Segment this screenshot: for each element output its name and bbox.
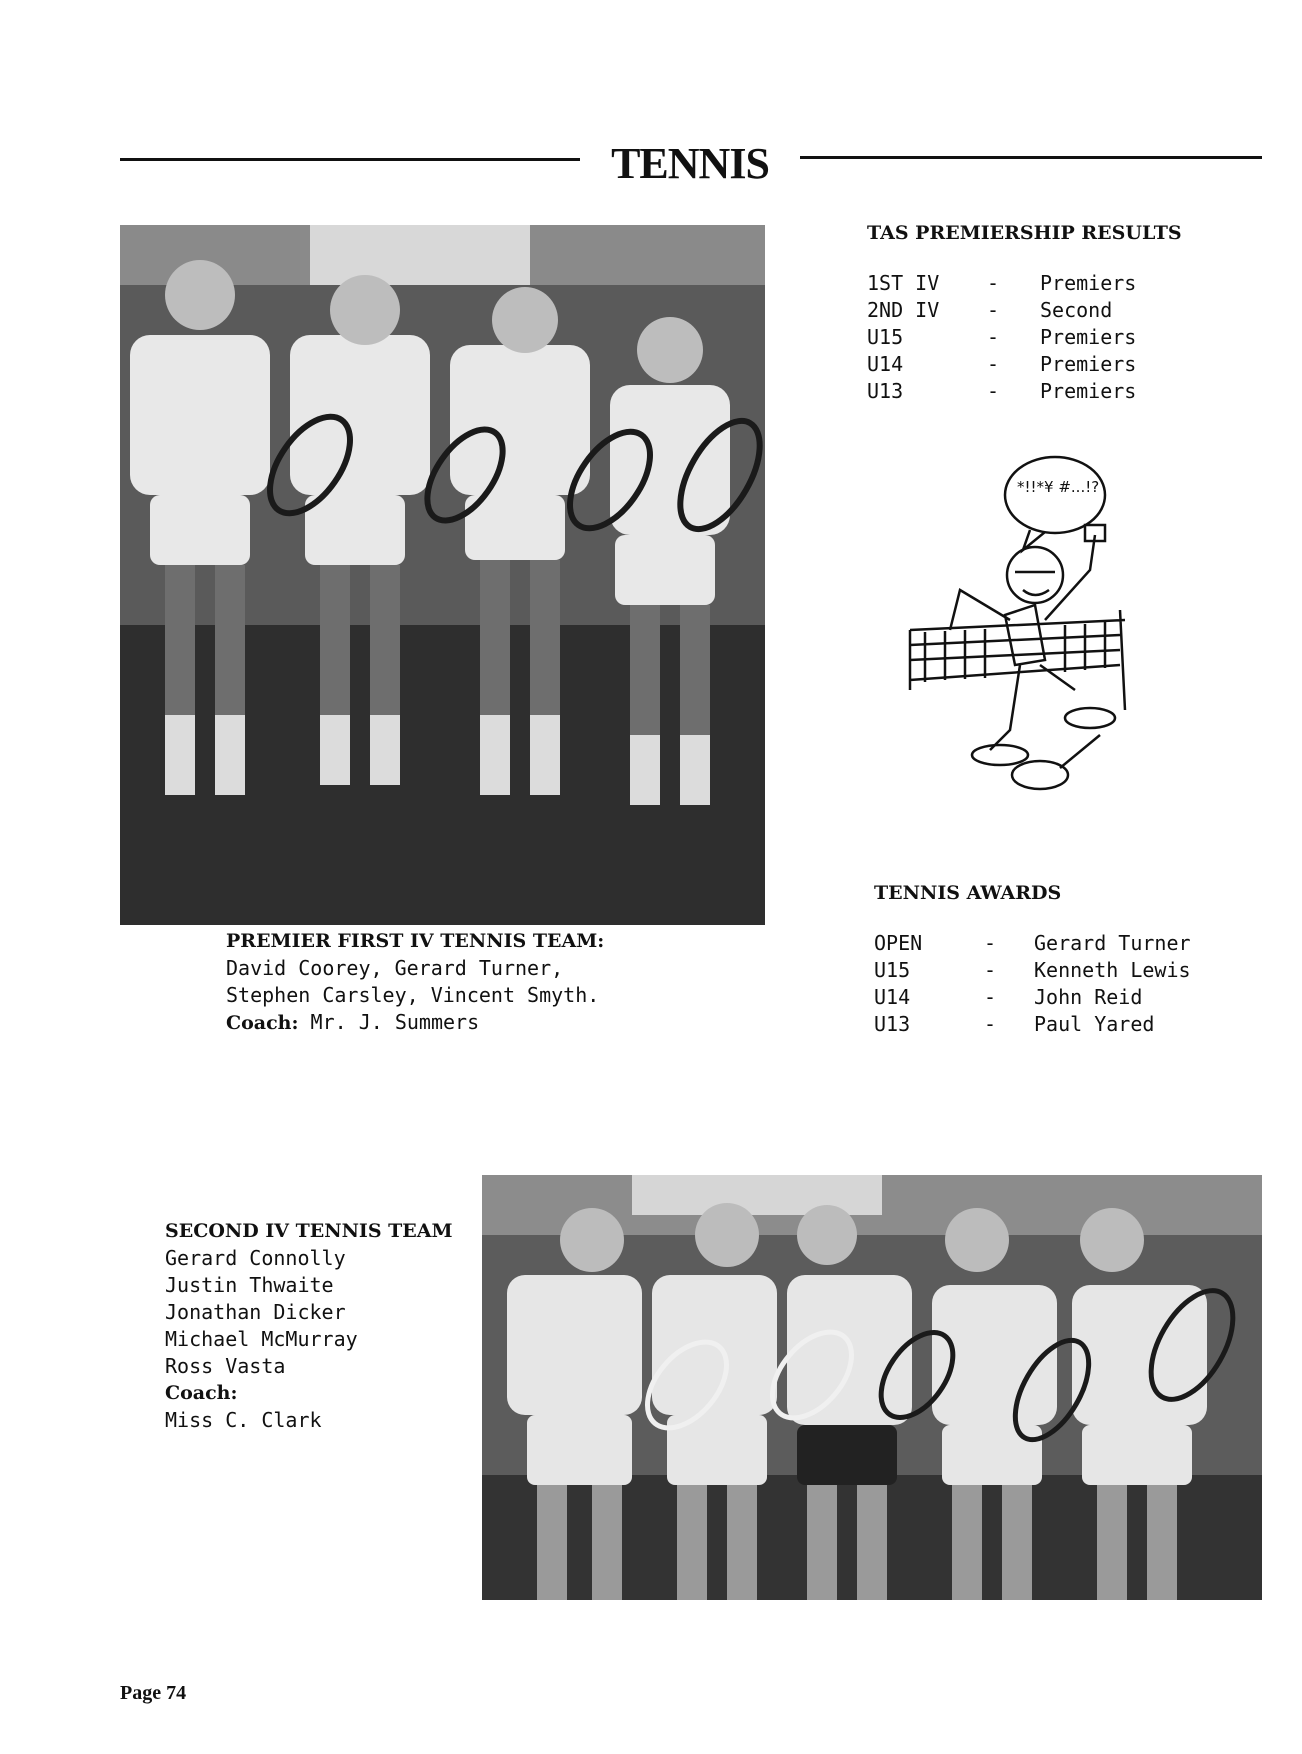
result-row xyxy=(867,378,1287,405)
result-value: Premiers xyxy=(1040,271,1137,295)
second-team-heading: SECOND IV TENNIS TEAM xyxy=(165,1220,453,1242)
result-value: Premiers xyxy=(1040,352,1137,376)
result-value: Premiers xyxy=(1040,325,1137,349)
result-team: 1ST IV xyxy=(867,271,940,295)
title-rule-right xyxy=(800,156,1262,159)
first-team-coach xyxy=(226,1009,746,1037)
tennis-awards xyxy=(874,882,1294,1038)
second-team-member: Justin Thwaite xyxy=(165,1273,334,1297)
award-division: U13 xyxy=(874,1012,911,1036)
result-dash: - xyxy=(987,379,1000,403)
result-dash: - xyxy=(987,298,1000,322)
result-row xyxy=(867,351,1287,378)
coach-name: Mr. J. Summers xyxy=(298,1010,480,1034)
second-team-member: Ross Vasta xyxy=(165,1354,286,1378)
award-dash: - xyxy=(984,958,997,982)
award-name: John Reid xyxy=(1034,985,1143,1009)
award-row xyxy=(874,984,1294,1011)
page-number: Page 74 xyxy=(120,1682,187,1704)
award-name: Gerard Turner xyxy=(1034,931,1191,955)
cartoon-tennis-player xyxy=(905,450,1155,820)
award-row xyxy=(874,957,1294,984)
award-row xyxy=(874,1011,1294,1038)
awards-heading: TENNIS AWARDS xyxy=(874,882,1062,904)
result-team: U15 xyxy=(867,325,904,349)
award-row xyxy=(874,930,1294,957)
result-dash: - xyxy=(987,325,1000,349)
first-team-line: David Coorey, Gerard Turner, xyxy=(226,956,564,980)
result-row xyxy=(867,324,1287,351)
result-dash: - xyxy=(987,271,1000,295)
award-division: OPEN xyxy=(874,931,923,955)
result-row xyxy=(867,270,1287,297)
cartoon-speech: *!!*¥ #...!? xyxy=(1017,478,1100,496)
first-team-heading: PREMIER FIRST IV TENNIS TEAM: xyxy=(226,930,605,952)
result-dash: - xyxy=(987,352,1000,376)
award-dash: - xyxy=(984,985,997,1009)
second-team-photo xyxy=(482,1175,1262,1600)
premiership-heading: TAS PREMIERSHIP RESULTS xyxy=(867,222,1182,244)
first-team-photo xyxy=(120,225,765,925)
award-name: Paul Yared xyxy=(1034,1012,1155,1036)
result-value: Premiers xyxy=(1040,379,1137,403)
coach-name: Miss C. Clark xyxy=(165,1408,322,1432)
award-division: U15 xyxy=(874,958,911,982)
second-team-member: Jonathan Dicker xyxy=(165,1300,346,1324)
result-row xyxy=(867,297,1287,324)
result-value: Second xyxy=(1040,298,1113,322)
page-title: TENNIS xyxy=(611,139,769,188)
result-team: 2ND IV xyxy=(867,298,940,322)
result-team: U14 xyxy=(867,352,904,376)
award-division: U14 xyxy=(874,985,911,1009)
coach-label: Coach: xyxy=(165,1382,238,1404)
first-team-caption xyxy=(226,928,746,1037)
second-team-member: Gerard Connolly xyxy=(165,1246,346,1270)
second-team-member: Michael McMurray xyxy=(165,1327,358,1351)
award-dash: - xyxy=(984,1012,997,1036)
award-dash: - xyxy=(984,931,997,955)
result-team: U13 xyxy=(867,379,904,403)
award-name: Kenneth Lewis xyxy=(1034,958,1191,982)
second-team-caption xyxy=(165,1218,475,1434)
premiership-results xyxy=(867,222,1287,405)
coach-label: Coach: xyxy=(226,1012,299,1034)
first-team-line: Stephen Carsley, Vincent Smyth. xyxy=(226,983,600,1007)
title-rule-left xyxy=(120,158,580,161)
